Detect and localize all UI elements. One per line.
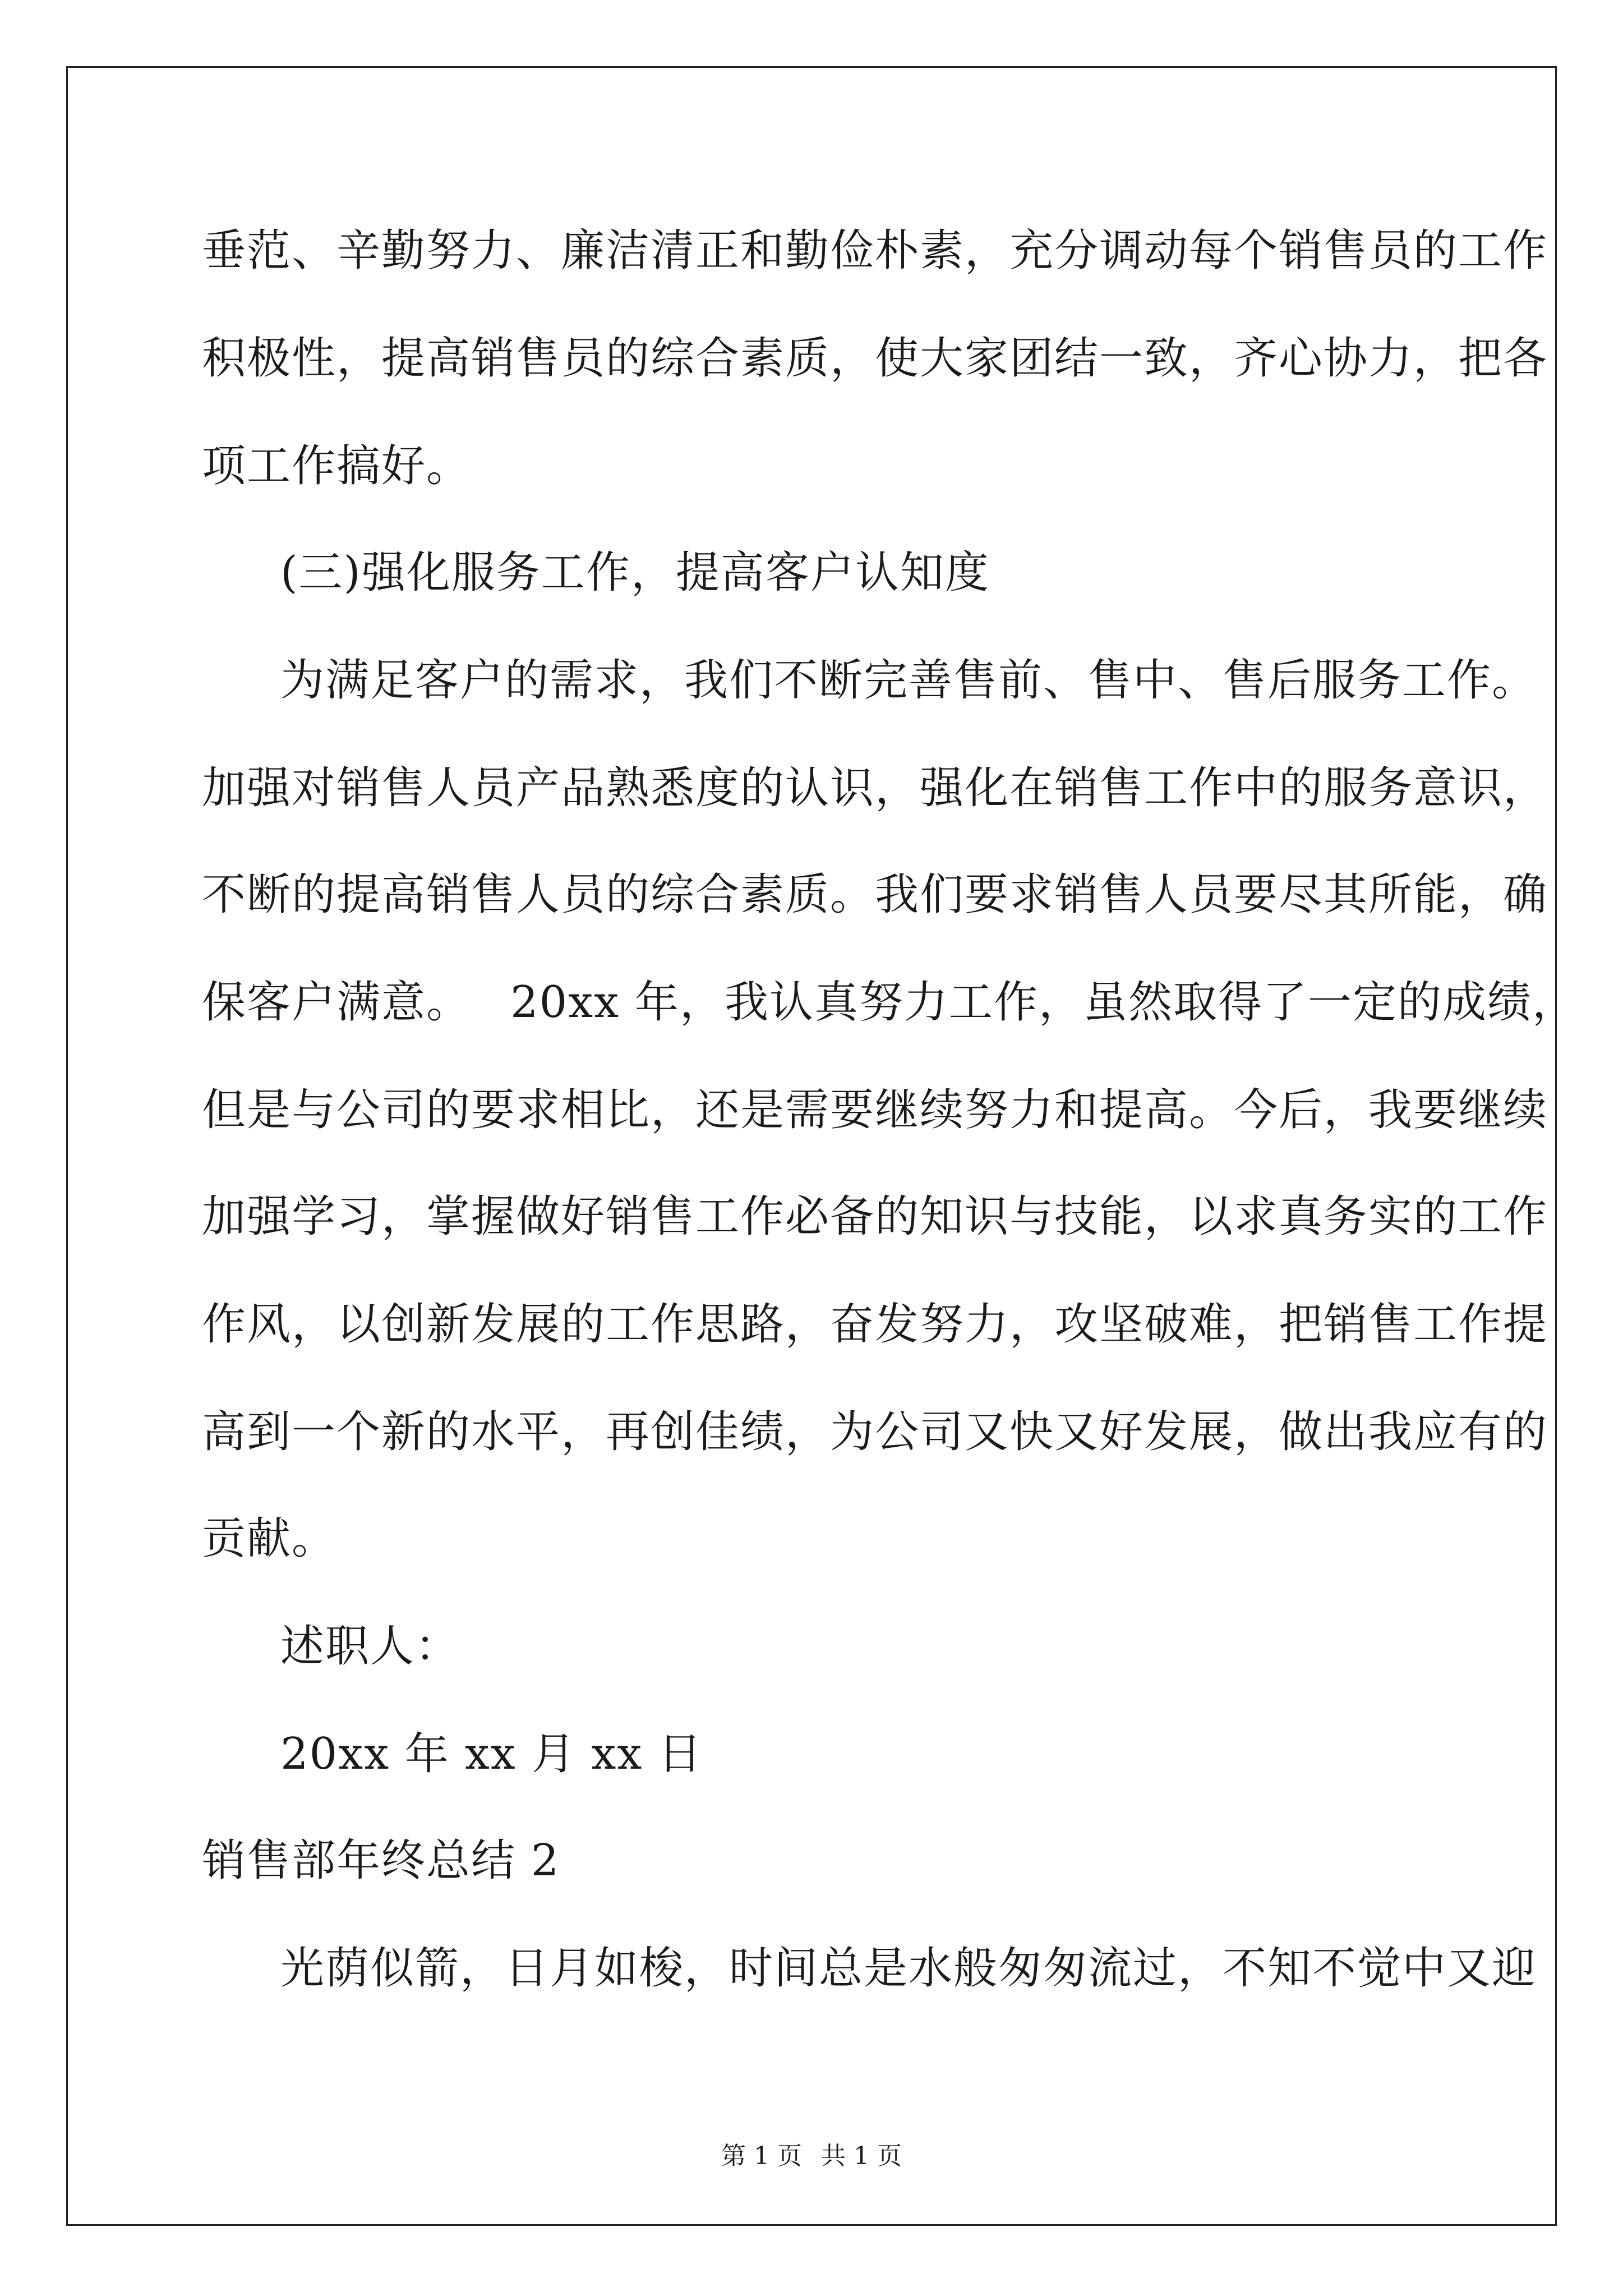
paragraph-line: 为满足客户的需求，我们不断完善售前、售中、售后服务工作。: [280, 655, 1537, 706]
paragraph-line: 作风，以创新发展的工作思路，奋发努力，攻坚破难，把销售工作提: [202, 1299, 1548, 1350]
paragraph-line: 贡献。: [202, 1513, 337, 1564]
section-heading: (三)强化服务工作，提高客户认知度: [280, 547, 990, 598]
paragraph-line: 但是与公司的要求相比，还是需要继续努力和提高。今后，我要继续: [202, 1085, 1548, 1135]
signature-date: 20xx 年 xx 月 xx 日: [280, 1729, 703, 1779]
paragraph-line-segment: 20xx 年，我认真努力工作，虽然取得了一定的成绩，: [510, 977, 1578, 1028]
paragraph-line: 项工作搞好。: [202, 441, 472, 491]
signature-label: 述职人：: [280, 1621, 460, 1672]
paragraph-line: 积极性，提高销售员的综合素质，使大家团结一致，齐心协力，把各: [202, 333, 1548, 384]
paragraph-line: 不断的提高销售人员的综合素质。我们要求销售人员要尽其所能，确: [202, 869, 1548, 920]
page-count: 共 1 页: [821, 2142, 902, 2170]
page-border: [66, 66, 1557, 2226]
paragraph-line: 加强对销售人员产品熟悉度的认识，强化在销售工作中的服务意识，: [202, 763, 1548, 813]
paragraph-line: 垂范、辛勤努力、廉洁清正和勤俭朴素，充分调动每个销售员的工作: [202, 226, 1548, 276]
page-footer: [0, 2144, 1623, 2169]
page-number: 第 1 页: [721, 2142, 802, 2170]
paragraph-line: 光荫似箭，日月如梭，时间总是水般匆匆流过，不知不觉中又迎: [280, 1943, 1537, 1994]
paragraph-line: [202, 977, 1578, 1028]
paragraph-line-segment: 保客户满意。: [202, 977, 472, 1028]
paragraph-line: 高到一个新的水平，再创佳绩，为公司又快又好发展，做出我应有的: [202, 1407, 1548, 1457]
paragraph-line: 加强学习，掌握做好销售工作必备的知识与技能，以求真务实的工作: [202, 1191, 1548, 1242]
section-title: 销售部年终总结 2: [202, 1835, 560, 1886]
